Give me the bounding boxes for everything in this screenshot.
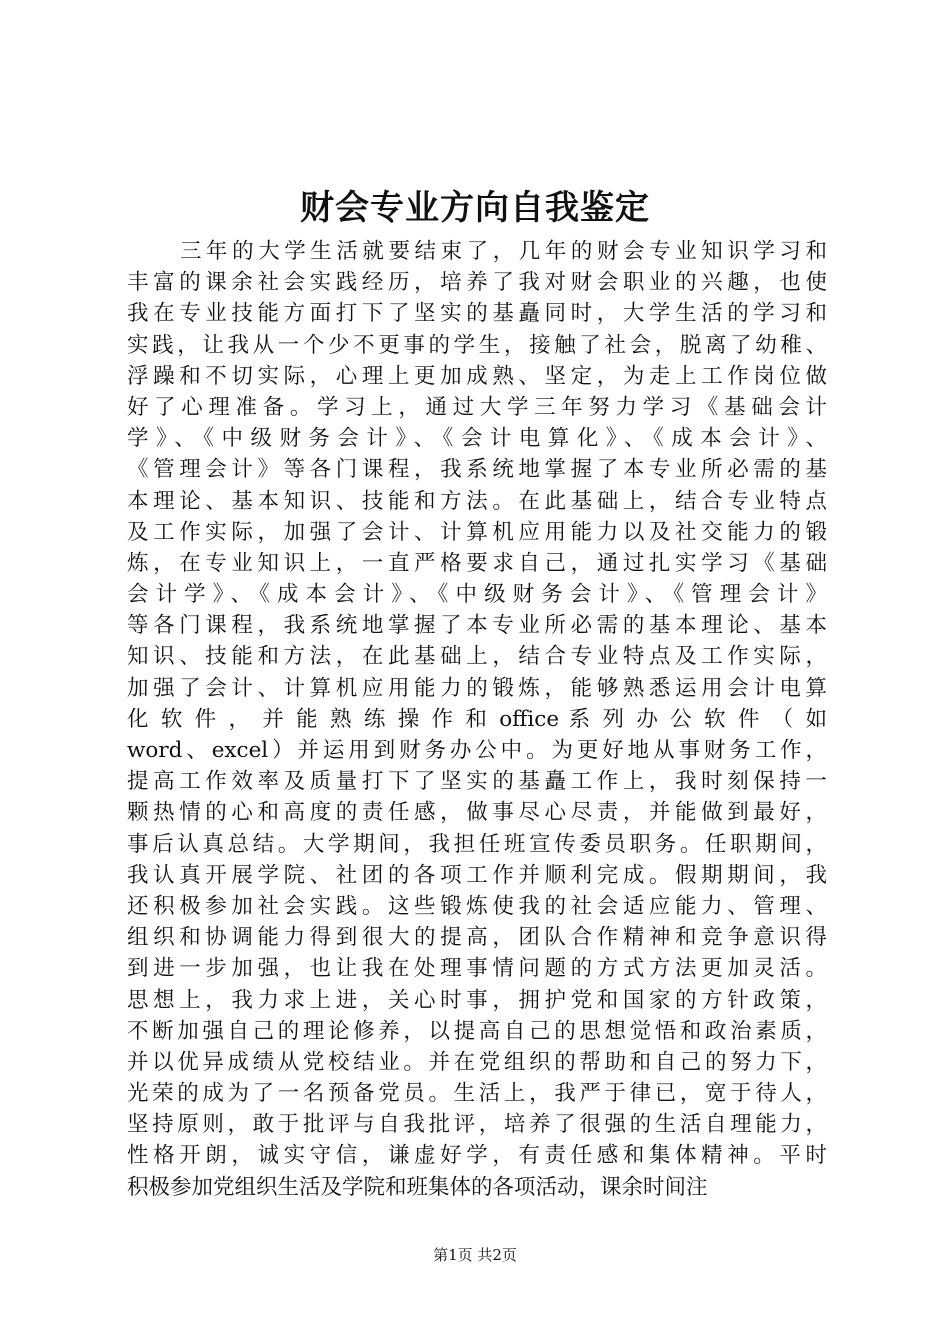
body-line: 坚持原则，敢于批评与自我批评，培养了很强的生活自理能力， bbox=[127, 1112, 827, 1138]
body-line: 积极参加党组织生活及学院和班集体的各项活动，课余时间注 bbox=[127, 1174, 708, 1200]
body-line: 实践，让我从一个少不更事的学生，接触了社会，脱离了幼稚、 bbox=[127, 332, 827, 358]
document-body bbox=[127, 236, 827, 1203]
body-line: 学》、《中级财务会计》、《会计电算化》、《成本会计》、 bbox=[127, 426, 827, 452]
page-footer: 第1页 共2页 bbox=[433, 1246, 517, 1264]
body-line: 等各门课程，我系统地掌握了本专业所必需的基本理论、基本 bbox=[127, 613, 827, 639]
body-line: 三年的大学生活就要结束了，几年的财会专业知识学习和 bbox=[180, 239, 827, 264]
body-line: 本理论、基本知识、技能和方法。在此基础上，结合专业特点 bbox=[127, 488, 827, 514]
body-line: 知识、技能和方法，在此基础上，结合专业特点及工作实际， bbox=[127, 644, 827, 670]
body-line: 光荣的成为了一名预备党员。生活上，我严于律已，宽于待人， bbox=[127, 1081, 827, 1107]
body-line: 到进一步加强，也让我在处理事情问题的方式方法更加灵活。 bbox=[127, 956, 827, 982]
body-line: 并以优异成绩从党校结业。并在党组织的帮助和自己的努力下， bbox=[127, 1049, 827, 1075]
body-line: 丰富的课余社会实践经历，培养了我对财会职业的兴趣，也使 bbox=[127, 270, 827, 296]
body-line: 组织和协调能力得到很大的提高，团队合作精神和竞争意识得 bbox=[127, 925, 827, 951]
body-line: 我认真开展学院、社团的各项工作并顺利完成。假期期间，我 bbox=[127, 862, 827, 888]
body-line: 及工作实际，加强了会计、计算机应用能力以及社交能力的锻 bbox=[127, 519, 827, 545]
body-line: 我在专业技能方面打下了坚实的基矗同时，大学生活的学习和 bbox=[127, 301, 827, 327]
document-title: 财会专业方向自我鉴定 bbox=[300, 188, 650, 228]
body-line: 浮躁和不切实际，心理上更加成熟、坚定，为走上工作岗位做 bbox=[127, 363, 827, 389]
body-line: 化 软 件 ， 并 能 熟 练 操 作 和 office 系 列 办 公 软 件 （ 如 bbox=[127, 706, 827, 732]
body-line: 会计学》、《成本会计》、《中级财务会计》、《管理会计》 bbox=[127, 582, 827, 608]
body-line: 思想上，我力求上进，关心时事，拥护党和国家的方针政策， bbox=[127, 987, 827, 1013]
body-line: 《管理会计》等各门课程，我系统地掌握了本专业所必需的基 bbox=[127, 457, 827, 483]
body-line: 炼，在专业知识上，一直严格要求自己，通过扎实学习《基础 bbox=[127, 550, 827, 576]
body-line: word、excel）并运用到财务办公中。为更好地从事财务工作， bbox=[127, 738, 827, 763]
body-line: 提高工作效率及质量打下了坚实的基矗工作上，我时刻保持一 bbox=[127, 769, 827, 795]
body-line: 还积极参加社会实践。这些锻炼使我的社会适应能力、管理、 bbox=[127, 893, 827, 919]
body-line: 颗热情的心和高度的责任感，做事尽心尽责，并能做到最好， bbox=[127, 800, 827, 826]
body-line: 不断加强自己的理论修养，以提高自己的思想觉悟和政治素质， bbox=[127, 1018, 827, 1044]
body-line: 事后认真总结。大学期间，我担任班宣传委员职务。任职期间， bbox=[127, 831, 827, 857]
body-line: 加强了会计、计算机应用能力的锻炼，能够熟悉运用会计电算 bbox=[127, 675, 827, 701]
body-line: 好了心理准备。学习上，通过大学三年努力学习《基础会计 bbox=[127, 394, 827, 420]
body-line: 性格开朗，诚实守信，谦虚好学，有责任感和集体精神。平时 bbox=[127, 1143, 827, 1169]
